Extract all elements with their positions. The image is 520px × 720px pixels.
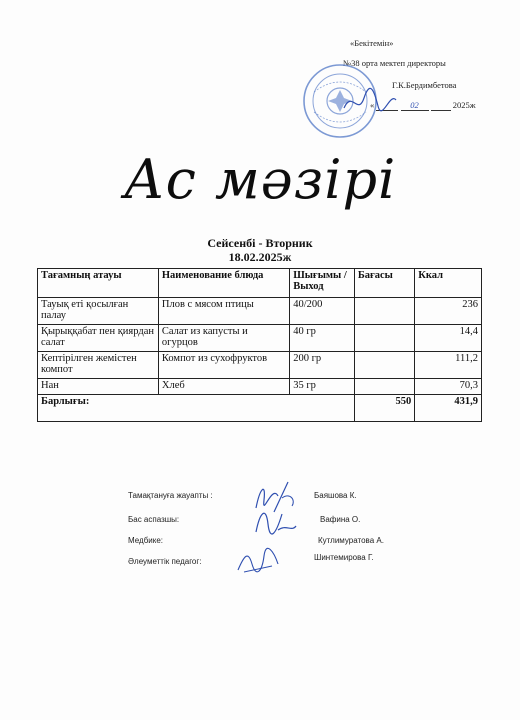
cell-ru-name: Хлеб xyxy=(158,379,289,395)
cell-kcal: 70,3 xyxy=(415,379,482,395)
table-row xyxy=(38,325,482,352)
table-total-row xyxy=(38,395,482,422)
cell-ru-name: Плов с мясом птицы xyxy=(158,298,289,325)
cell-kz-name: Кептірілген жемістен компот xyxy=(38,352,159,379)
signature-social-pedagogue-icon xyxy=(234,546,282,576)
cell-price xyxy=(354,379,414,395)
total-label: Барлығы: xyxy=(38,395,355,422)
table-header-row xyxy=(38,269,482,298)
approval-date-blank xyxy=(431,100,451,111)
staff-name-responsible: Баяшова К. xyxy=(314,491,357,500)
approval-director-name: Г.К.Бердимбетова xyxy=(392,80,457,90)
header-yield: Шығымы / Выход xyxy=(290,269,355,298)
approval-date-year: 2025ж xyxy=(452,100,476,110)
signature-chef-icon xyxy=(250,504,300,538)
cell-price xyxy=(354,352,414,379)
approval-date-month: 02 xyxy=(401,100,429,111)
staff-role-chef: Бас аспазшы: xyxy=(128,515,180,524)
total-price: 550 xyxy=(354,395,414,422)
cell-kz-name: Нан xyxy=(38,379,159,395)
cell-yield: 35 гр xyxy=(290,379,355,395)
staff-name-social-pedagogue: Шинтемирова Г. xyxy=(314,553,374,562)
cell-kz-name: Тауық еті қосылған палау xyxy=(38,298,159,325)
menu-date: 18.02.2025ж xyxy=(228,250,292,264)
cell-yield: 200 гр xyxy=(290,352,355,379)
header-price: Бағасы xyxy=(354,269,414,298)
page-title: Ас мәзірі xyxy=(123,148,397,211)
table-row xyxy=(38,352,482,379)
staff-role-nurse: Медбике: xyxy=(128,536,164,545)
cell-ru-name: Салат из капусты и огурцов xyxy=(158,325,289,352)
approval-date-day: « xyxy=(370,100,375,110)
director-signature-icon xyxy=(340,86,400,116)
header-kz-name: Тағамның атауы xyxy=(38,269,159,298)
cell-price xyxy=(354,298,414,325)
staff-name-nurse: Кутлимуратова А. xyxy=(318,536,384,545)
approval-heading: «Бекітемін» xyxy=(350,38,394,48)
cell-ru-name: Компот из сухофруктов xyxy=(158,352,289,379)
cell-kcal: 14,4 xyxy=(415,325,482,352)
staff-role-social-pedagogue: Әлеуметтік педагог: xyxy=(128,557,202,566)
table-row xyxy=(38,298,482,325)
header-kcal: Ккал xyxy=(415,269,482,298)
total-kcal: 431,9 xyxy=(415,395,482,422)
staff-role-responsible: Тамақтануға жауапты : xyxy=(128,491,213,500)
staff-name-chef: Вафина О. xyxy=(320,515,361,524)
table-row xyxy=(38,379,482,395)
menu-table xyxy=(37,268,482,422)
cell-kcal: 111,2 xyxy=(415,352,482,379)
cell-price xyxy=(354,325,414,352)
header-ru-name: Наименование блюда xyxy=(158,269,289,298)
cell-yield: 40/200 xyxy=(290,298,355,325)
approval-school: №38 орта мектеп директоры xyxy=(343,58,446,68)
cell-kcal: 236 xyxy=(415,298,482,325)
day-of-week: Сейсенбі - Вторник xyxy=(207,236,313,250)
cell-kz-name: Қырыққабат пен қиярдан салат xyxy=(38,325,159,352)
cell-yield: 40 гр xyxy=(290,325,355,352)
